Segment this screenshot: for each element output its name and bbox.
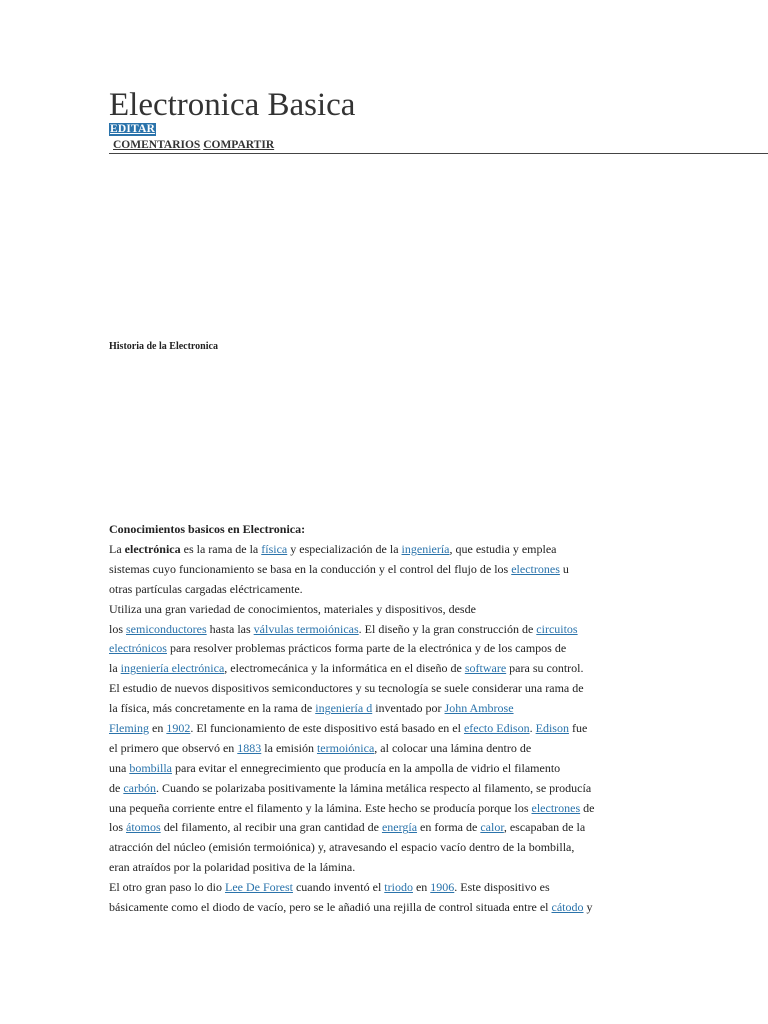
article-link[interactable]: 1902 bbox=[166, 721, 191, 736]
body-line bbox=[109, 540, 665, 560]
body-text-segment: . El funcionamiento de este dispositivo está basado en el bbox=[190, 721, 464, 736]
body-line bbox=[109, 858, 665, 878]
body-text-segment: en forma de bbox=[417, 820, 481, 835]
body-text-segment: . Cuando se polarizaba positivamente la lámina metálica respecto al filamento, se producía bbox=[155, 780, 592, 795]
body-line bbox=[109, 580, 665, 600]
article-link[interactable]: electrónicos bbox=[109, 641, 167, 656]
article-link[interactable]: 1906 bbox=[430, 880, 455, 895]
body-text-segment: para evitar el ennegrecimiento que producía en la ampolla de vidrio el filamento bbox=[172, 760, 561, 775]
article-link[interactable]: bombilla bbox=[129, 760, 172, 775]
body-text-segment: La bbox=[109, 542, 125, 556]
section-heading-basics: Conocimientos basicos en Electronica: bbox=[109, 522, 306, 536]
body-line bbox=[109, 639, 665, 659]
article-link[interactable]: válvulas termoiónicas bbox=[253, 621, 359, 636]
body-text-segment: hasta las bbox=[206, 621, 254, 636]
body-text-segment: El estudio de nuevos dispositivos semiconductores y su tecnología se suele considerar una rama de bbox=[109, 681, 584, 696]
article-link[interactable]: cátodo bbox=[551, 900, 584, 915]
body-line bbox=[109, 818, 665, 838]
body-text-segment: del filamento, al recibir una gran cantidad de bbox=[160, 820, 382, 835]
body-text-segment: y bbox=[583, 900, 593, 915]
article-link[interactable]: electrones bbox=[531, 800, 581, 815]
share-link[interactable]: COMPARTIR bbox=[203, 139, 275, 151]
body-line bbox=[109, 719, 665, 739]
body-text-segment: para resolver problemas prácticos forma parte de la electrónica y de los campos de bbox=[166, 641, 567, 656]
body-line bbox=[109, 699, 665, 719]
body-text-segment: el primero que observó en bbox=[109, 740, 238, 755]
body-text-segment: cuando inventó el bbox=[292, 880, 385, 895]
body-line bbox=[109, 560, 665, 580]
body-text-segment: sistemas cuyo funcionamiento se basa en la conducción y el control del flujo de los bbox=[109, 561, 512, 576]
article-link[interactable]: triodo bbox=[384, 880, 413, 895]
body-text-segment: es la rama de la bbox=[180, 542, 262, 556]
article-link[interactable]: calor bbox=[480, 820, 504, 835]
body-text-segment: los bbox=[109, 820, 127, 835]
body-text-segment: básicamente como el diodo de vacío, pero se le añadió una rejilla de control situada entre el bbox=[109, 900, 552, 915]
body-text-segment: , que estudia y emplea bbox=[449, 542, 557, 556]
body-line bbox=[109, 659, 665, 679]
body-line bbox=[109, 898, 665, 918]
article-link[interactable]: semiconductores bbox=[126, 621, 207, 636]
body-line bbox=[109, 799, 665, 819]
body-text-segment: otras partículas cargadas eléctricamente. bbox=[109, 581, 303, 596]
article-link[interactable]: ingeniería bbox=[401, 542, 450, 556]
article-link[interactable]: efecto Edison bbox=[463, 721, 530, 736]
body-text-segment: atracción del núcleo (emisión termoiónica) y, atravesando el espacio vacío dentro de la bombilla, bbox=[109, 840, 575, 855]
article-link[interactable]: ingeniería electrónica bbox=[120, 661, 225, 676]
body-text-segment: inventado por bbox=[372, 701, 445, 716]
body-text-segment: una pequeña corriente entre el filamento y la lámina. Este hecho se producía porque los bbox=[109, 800, 532, 815]
article-link[interactable]: circuitos bbox=[536, 621, 578, 636]
article-link[interactable]: electrones bbox=[511, 561, 560, 576]
body-text-segment: , al colocar una lámina dentro de bbox=[374, 740, 532, 755]
body-text-segment: de bbox=[580, 800, 595, 815]
body-line bbox=[109, 779, 665, 799]
article-link[interactable]: física bbox=[261, 542, 288, 556]
article-link[interactable]: 1883 bbox=[237, 740, 262, 755]
body-line bbox=[109, 759, 665, 779]
article-link[interactable]: John Ambrose bbox=[444, 701, 514, 716]
body-text-segment: la física, más concretamente en la rama de bbox=[109, 701, 316, 716]
body-line bbox=[109, 739, 665, 759]
body-text-segment: , electromecánica y la informática en el diseño de bbox=[224, 661, 465, 676]
bold-term: electrónica bbox=[124, 542, 181, 556]
article-link[interactable]: Fleming bbox=[109, 721, 150, 736]
section-heading-history: Historia de la Electronica bbox=[109, 341, 218, 352]
body-text-segment: en bbox=[412, 880, 431, 895]
body-text-segment: . El diseño y la gran construcción de bbox=[358, 621, 537, 636]
body-text-segment: y especialización de la bbox=[287, 542, 402, 556]
body-line bbox=[109, 878, 665, 898]
body-text-segment: Utiliza una gran variedad de conocimientos, materiales y dispositivos, desde bbox=[109, 601, 476, 616]
body-text-segment: , escapaban de la bbox=[503, 820, 586, 835]
body-text-segment: la bbox=[109, 661, 121, 676]
body-text-segment: para su control. bbox=[506, 661, 584, 676]
body-line bbox=[109, 620, 665, 640]
page-title: Electronica Basica bbox=[109, 87, 356, 123]
body-text-segment: de bbox=[109, 780, 124, 795]
body-text-segment: los bbox=[109, 621, 127, 636]
body-text-segment: la emisión bbox=[261, 740, 317, 755]
article-body bbox=[109, 540, 665, 918]
edit-link[interactable]: EDITAR bbox=[110, 123, 156, 135]
comments-link[interactable]: COMENTARIOS bbox=[113, 139, 201, 151]
article-link[interactable]: Lee De Forest bbox=[224, 880, 293, 895]
article-link[interactable]: energía bbox=[381, 820, 418, 835]
action-links bbox=[113, 139, 274, 152]
body-text-segment: en bbox=[149, 721, 167, 736]
body-text-segment: . bbox=[529, 721, 536, 736]
body-text-segment: El otro gran paso lo dio bbox=[109, 880, 225, 895]
body-text-segment: eran atraídos por la polaridad positiva de la lámina. bbox=[109, 860, 356, 875]
article-link[interactable]: carbón bbox=[123, 780, 156, 795]
body-text-segment: una bbox=[109, 760, 130, 775]
body-text-segment: . Este dispositivo es bbox=[454, 880, 550, 895]
body-line bbox=[109, 679, 665, 699]
header-divider bbox=[109, 153, 768, 154]
article-link[interactable]: software bbox=[464, 661, 507, 676]
article-link[interactable]: ingeniería d bbox=[315, 701, 373, 716]
article-link[interactable]: Edison bbox=[535, 721, 569, 736]
body-text-segment: fue bbox=[568, 721, 588, 736]
body-line bbox=[109, 600, 665, 620]
body-text-segment: u bbox=[559, 561, 569, 576]
article-link[interactable]: átomos bbox=[126, 820, 161, 835]
article-link[interactable]: termoiónica bbox=[316, 740, 375, 755]
body-line bbox=[109, 838, 665, 858]
